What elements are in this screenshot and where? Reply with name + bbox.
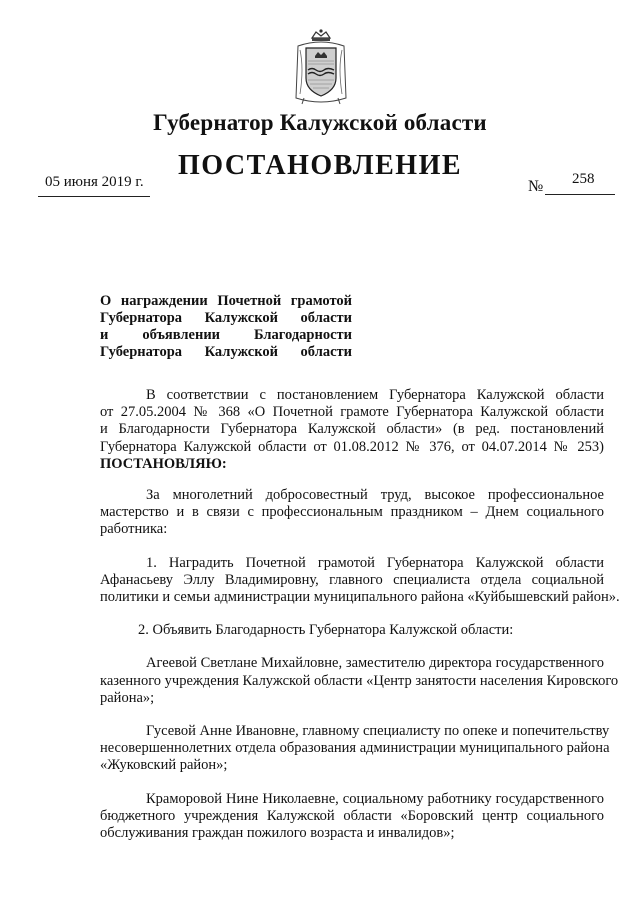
award-item-1 (100, 554, 620, 607)
document-subject (100, 293, 352, 361)
subject-line: Губернатора Калужской области (100, 310, 352, 326)
preamble-line: от 27.05.2004 № 368 «О Почетной грамоте Губернатора Калужской области (100, 404, 604, 421)
entry-line: Агеевой Светлане Михайловне, заместителю директора государственного (146, 655, 604, 672)
subject-line: Губернатора Калужской области (100, 344, 352, 360)
subject-line: и объявлении Благодарности (100, 327, 352, 343)
date-underline (38, 196, 150, 197)
reason-line: За многолетний добросовестный труд, высокое профессиональное (146, 487, 604, 504)
issuing-authority: Губернатор Калужской области (153, 110, 487, 135)
document-number: 258 (572, 171, 595, 187)
document-type-title: ПОСТАНОВЛЕНИЕ (177, 150, 463, 181)
entry-line: казенного учреждения Калужской области «Центр занятости населения Кировского (100, 672, 619, 689)
entry-line: несовершеннолетних отдела образования администрации муниципального района (100, 740, 610, 757)
award-line: политики и семьи администрации муниципального района «Куйбышевский район». (100, 589, 620, 606)
document-date: 05 июня 2019 г. (45, 174, 144, 190)
entry-line: Краморовой Нине Николаевне, социальному работнику государственного (146, 790, 604, 807)
entry-line: бюджетного учреждения Калужской области «Боровский центр социального (100, 807, 604, 824)
entry-line: Гусевой Анне Ивановне, главному специалисту по опеке и попечительству (146, 723, 610, 740)
preamble-paragraph (100, 387, 604, 473)
gratitude-entry (100, 655, 619, 707)
preamble-line: Губернатора Калужской области от 01.08.2012 № 376, от 04.07.2014 № 253) (100, 438, 604, 455)
gratitude-title: 2. Объявить Благодарность Губернатора Калужской области: (138, 622, 514, 639)
entry-line: «Жуковский район»; (100, 757, 228, 774)
award-line: 1. Наградить Почетной грамотой Губернатора Калужской области (146, 554, 604, 571)
document-body (100, 387, 620, 842)
gratitude-entry (100, 791, 604, 843)
number-underline (545, 194, 615, 195)
document-number-sign: № (528, 178, 544, 195)
reason-paragraph (100, 487, 604, 539)
decree-word: ПОСТАНОВЛЯЮ: (100, 455, 227, 472)
entry-line: района»; (100, 689, 155, 706)
gratitude-entry (100, 723, 610, 775)
reason-line: работника: (100, 521, 168, 538)
coat-of-arms-emblem (290, 28, 352, 106)
entry-line: обслуживания граждан пожилого возраста и инвалидов»; (100, 825, 455, 842)
gratitude-item-2 (100, 622, 619, 842)
preamble-line: и Благодарности Губернатора Калужской области» (в ред. постановлений (100, 421, 604, 438)
preamble-line: В соответствии с постановлением Губернатора Калужской области (146, 387, 604, 403)
subject-line: О награждении Почетной грамотой (100, 293, 352, 309)
reason-line: мастерство и в связи с профессиональным праздником – Днем социального (100, 504, 604, 521)
award-line: Афанасьеву Эллу Владимировну, главного специалиста отдела социальной (100, 571, 604, 588)
